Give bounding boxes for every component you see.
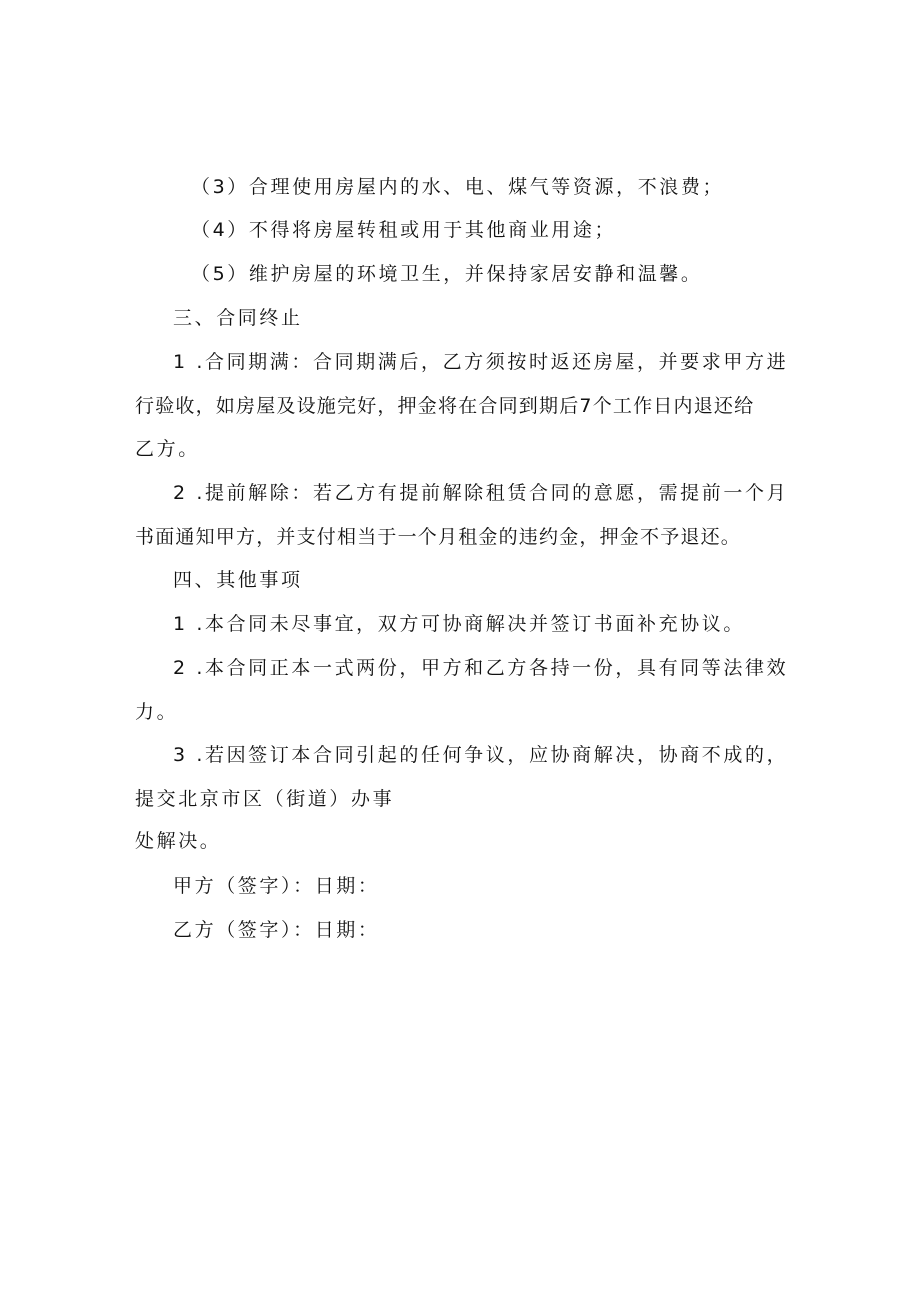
obligation-item-4: （4）不得将房屋转租或用于其他商业用途； bbox=[191, 219, 617, 241]
termination-item-1-line-3: 乙方。 bbox=[135, 438, 200, 460]
termination-item-2-line-1: 2 .提前解除：若乙方有提前解除租赁合同的意愿，需提前一个月 bbox=[173, 482, 789, 504]
signature-party-b: 乙方（签字）：日期： bbox=[173, 919, 380, 941]
signature-party-a: 甲方（签字）：日期： bbox=[173, 875, 380, 897]
obligation-item-3: （3）合理使用房屋内的水、电、煤气等资源，不浪费； bbox=[191, 176, 725, 198]
other-item-1-line-1: 1 .本合同未尽事宜，双方可协商解决并签订书面补充协议。 bbox=[173, 613, 745, 635]
other-item-2-line-1: 2 .本合同正本一式两份，甲方和乙方各持一份，具有同等法律效 bbox=[173, 657, 789, 679]
other-item-3-line-2: 提交北京市区（街道）办事 bbox=[135, 788, 395, 810]
section-heading-termination: 三、合同终止 bbox=[173, 307, 303, 329]
other-item-3-line-3: 处解决。 bbox=[135, 830, 222, 852]
termination-item-1-line-2: 行验收，如房屋及设施完好，押金将在合同到期后7个工作日内退还给 bbox=[135, 395, 755, 417]
other-item-3-line-1: 3 .若因签订本合同引起的任何争议，应协商解决，协商不成的， bbox=[173, 744, 789, 766]
termination-item-1-line-1: 1 .合同期满：合同期满后，乙方须按时返还房屋，并要求甲方进 bbox=[173, 351, 789, 373]
section-heading-other-matters: 四、其他事项 bbox=[173, 569, 303, 591]
termination-item-2-line-2: 书面通知甲方，并支付相当于一个月租金的违约金，押金不予退还。 bbox=[135, 526, 742, 548]
other-item-2-line-2: 力。 bbox=[135, 701, 179, 723]
obligation-item-5: （5）维护房屋的环境卫生，并保持家居安静和温馨。 bbox=[191, 263, 703, 285]
